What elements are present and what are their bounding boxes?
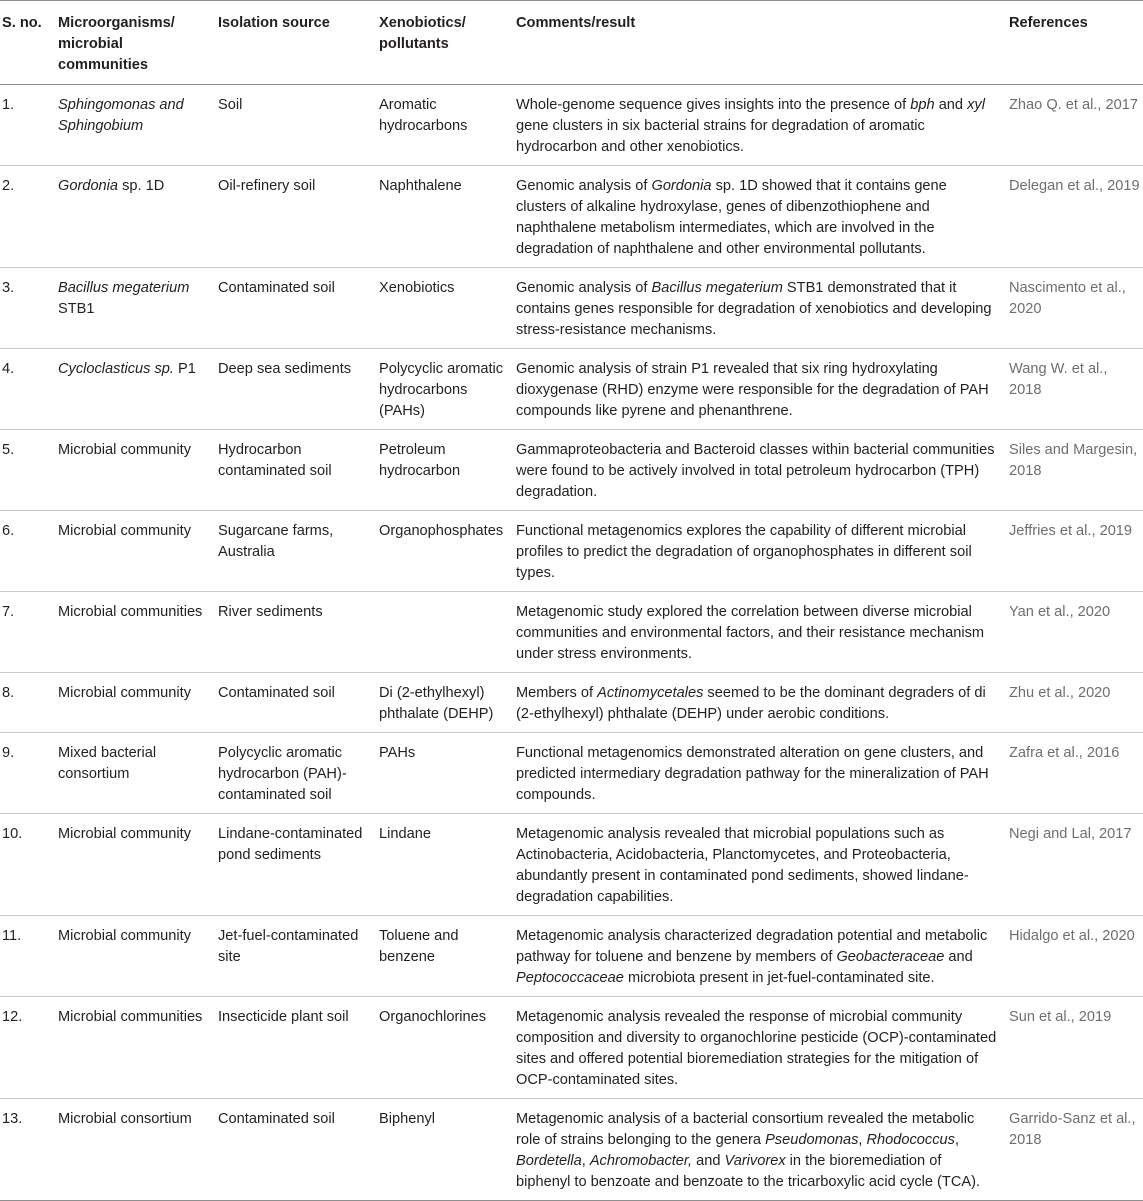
table-row [0, 268, 1143, 349]
table-body [0, 85, 1143, 1201]
italic-text: Varivorex [724, 1153, 786, 1169]
text-run: Microbial communities [58, 1009, 203, 1025]
cell-xenobiotics: Xenobiotics [373, 268, 510, 349]
cell-organism [52, 85, 212, 166]
table-row [0, 673, 1143, 733]
cell-comment [510, 673, 1003, 733]
cell-xenobiotics: Toluene and benzene [373, 916, 510, 997]
cell-reference[interactable]: Sun et al., 2019 [1003, 997, 1143, 1099]
text-run: Gammaproteobacteria and Bacteroid classes within bacterial communities were found to be actively involved in total petroleum hydrocarbon (TPH) degradation. [516, 442, 995, 500]
cell-source: Lindane-contaminated pond sediments [212, 814, 373, 916]
text-run: Metagenomic study explored the correlation between diverse microbial communities and environmental factors, and their resistance mechanism under stress environments. [516, 604, 985, 662]
text-run: gene clusters in six bacterial strains for degradation of aromatic hydrocarbon and other xenobiotics. [516, 118, 925, 155]
table-row [0, 814, 1143, 916]
cell-organism [52, 349, 212, 430]
text-run: Metagenomic analysis of a bacterial consortium revealed the metabolic role of strains belonging to the genera [516, 1111, 975, 1148]
italic-text: Sphingomonas and Sphingobium [58, 97, 184, 134]
text-run: Microbial community [58, 523, 191, 539]
cell-organism [52, 1099, 212, 1201]
text-run: Members of [516, 685, 598, 701]
cell-xenobiotics: Polycyclic aromatic hydrocarbons (PAHs) [373, 349, 510, 430]
header-xenobiotics: Xenobiotics/ pollutants [373, 1, 510, 85]
cell-reference[interactable]: Delegan et al., 2019 [1003, 166, 1143, 268]
text-run: Metagenomic analysis revealed that microbial populations such as Actinobacteria, Acidobacteria, Planctomycetes, and Proteobacteria, abundantly present in contaminated pond sediments, showed lindane-degradation capabilities. [516, 826, 969, 905]
text-run: , [581, 1153, 590, 1169]
table-row [0, 916, 1143, 997]
header-row [0, 1, 1143, 85]
table-row [0, 349, 1143, 430]
cell-organism [52, 511, 212, 592]
cell-xenobiotics: Petroleum hydrocarbon [373, 430, 510, 511]
header-organisms: Microorganisms/ microbial communities [52, 1, 212, 85]
cell-reference[interactable]: Nascimento et al., 2020 [1003, 268, 1143, 349]
italic-text: Bacillus megaterium [651, 280, 783, 296]
cell-comment [510, 511, 1003, 592]
text-run: Microbial community [58, 442, 191, 458]
text-run: , [954, 1132, 959, 1148]
cell-organism [52, 268, 212, 349]
text-run: sp. 1D [118, 178, 165, 194]
text-run: Mixed bacterial consortium [58, 745, 157, 782]
text-run: and [692, 1153, 725, 1169]
text-run: Whole-genome sequence gives insights into the presence of [516, 97, 911, 113]
text-run: Functional metagenomics demonstrated alteration on gene clusters, and predicted intermediary degradation pathway for the mineralization of PAH compounds. [516, 745, 989, 803]
cell-xenobiotics: Lindane [373, 814, 510, 916]
cell-source: Deep sea sediments [212, 349, 373, 430]
cell-comment [510, 166, 1003, 268]
table-row [0, 511, 1143, 592]
cell-reference[interactable]: Siles and Margesin, 2018 [1003, 430, 1143, 511]
table-header [0, 1, 1143, 85]
cell-reference[interactable]: Yan et al., 2020 [1003, 592, 1143, 673]
cell-comment [510, 814, 1003, 916]
cell-source: Jet-fuel-contaminated site [212, 916, 373, 997]
italic-text: Rhodococcus [866, 1132, 955, 1148]
table-row [0, 430, 1143, 511]
header-comments: Comments/result [510, 1, 1003, 85]
cell-xenobiotics [373, 592, 510, 673]
table-row [0, 592, 1143, 673]
cell-xenobiotics: PAHs [373, 733, 510, 814]
italic-text: Gordonia [58, 178, 119, 194]
cell-organism [52, 916, 212, 997]
cell-organism [52, 673, 212, 733]
cell-xenobiotics: Aromatic hydrocarbons [373, 85, 510, 166]
cell-comment [510, 916, 1003, 997]
text-run: microbiota present in jet-fuel-contaminated site. [623, 970, 935, 986]
cell-sno: 7. [0, 592, 52, 673]
cell-xenobiotics: Organochlorines [373, 997, 510, 1099]
italic-text: xyl [967, 97, 985, 113]
cell-source: Contaminated soil [212, 1099, 373, 1201]
cell-sno: 2. [0, 166, 52, 268]
cell-source: Contaminated soil [212, 268, 373, 349]
table-row [0, 85, 1143, 166]
cell-comment [510, 733, 1003, 814]
cell-xenobiotics: Naphthalene [373, 166, 510, 268]
cell-sno: 12. [0, 997, 52, 1099]
cell-comment [510, 85, 1003, 166]
cell-comment [510, 430, 1003, 511]
text-run: Microbial community [58, 826, 191, 842]
text-run: STB1 demonstrated that it contains genes responsible for degradation of xenobiotics and developing stress-resistance mechanisms. [516, 280, 992, 338]
header-sno: S. no. [0, 1, 52, 85]
cell-source: Oil-refinery soil [212, 166, 373, 268]
cell-reference[interactable]: Negi and Lal, 2017 [1003, 814, 1143, 916]
cell-organism [52, 814, 212, 916]
text-run: , [858, 1132, 867, 1148]
cell-sno: 13. [0, 1099, 52, 1201]
cell-sno: 8. [0, 673, 52, 733]
cell-organism [52, 733, 212, 814]
text-run: Metagenomic analysis revealed the response of microbial community composition and diversity to organochlorine pesticide (OCP)-contaminated sites and offered potential bioremediation strategies for the mitigation of OCP-contaminated sites. [516, 1009, 997, 1088]
table-row [0, 997, 1143, 1099]
cell-xenobiotics: Di (2-ethylhexyl) phthalate (DEHP) [373, 673, 510, 733]
text-run: P1 [173, 361, 196, 377]
text-run: Genomic analysis of [516, 280, 652, 296]
cell-comment [510, 592, 1003, 673]
italic-text: Geobacteraceae [836, 949, 945, 965]
italic-text: Cycloclasticus sp. [58, 361, 174, 377]
italic-text: Achromobacter, [589, 1153, 693, 1169]
cell-sno: 5. [0, 430, 52, 511]
cell-reference[interactable]: Zafra et al., 2016 [1003, 733, 1143, 814]
text-run: and [934, 97, 968, 113]
text-run: in the bioremediation of biphenyl to benzoate and benzoate to the tricarboxylic acid cycle (TCA). [516, 1153, 981, 1190]
cell-comment [510, 349, 1003, 430]
cell-organism [52, 430, 212, 511]
cell-comment [510, 268, 1003, 349]
cell-reference[interactable]: Wang W. et al., 2018 [1003, 349, 1143, 430]
table-row [0, 733, 1143, 814]
cell-organism [52, 592, 212, 673]
text-run: Functional metagenomics explores the capability of different microbial profiles to predict the degradation of organophosphates in different soil types. [516, 523, 972, 581]
cell-comment [510, 997, 1003, 1099]
cell-sno: 11. [0, 916, 52, 997]
text-run: sp. 1D showed that it contains gene clusters of alkaline hydroxylase, genes of dibenzothiophene and naphthalene metabolism intermediates, which are involved in the degradation of naphthalene and other environmental pollutants. [516, 178, 947, 257]
cell-reference[interactable]: Zhao Q. et al., 2017 [1003, 85, 1143, 166]
cell-source: River sediments [212, 592, 373, 673]
text-run: Metagenomic analysis characterized degradation potential and metabolic pathway for toluene and benzene by members of [516, 928, 988, 965]
cell-reference[interactable]: Zhu et al., 2020 [1003, 673, 1143, 733]
cell-sno: 3. [0, 268, 52, 349]
cell-reference[interactable]: Hidalgo et al., 2020 [1003, 916, 1143, 997]
text-run: Microbial community [58, 928, 191, 944]
cell-sno: 1. [0, 85, 52, 166]
italic-text: Bacillus megaterium [58, 280, 190, 296]
cell-source: Hydrocarbon contaminated soil [212, 430, 373, 511]
table-row [0, 166, 1143, 268]
cell-sno: 10. [0, 814, 52, 916]
italic-text: Actinomycetales [597, 685, 704, 701]
cell-sno: 6. [0, 511, 52, 592]
italic-text: Gordonia [651, 178, 712, 194]
cell-source: Soil [212, 85, 373, 166]
italic-text: bph [910, 97, 935, 113]
italic-text: Peptococcaceae [516, 970, 624, 986]
cell-organism [52, 166, 212, 268]
cell-sno: 9. [0, 733, 52, 814]
cell-source: Polycyclic aromatic hydrocarbon (PAH)-contaminated soil [212, 733, 373, 814]
cell-source: Sugarcane farms, Australia [212, 511, 373, 592]
cell-xenobiotics: Organophosphates [373, 511, 510, 592]
cell-source: Contaminated soil [212, 673, 373, 733]
cell-reference[interactable]: Jeffries et al., 2019 [1003, 511, 1143, 592]
cell-sno: 4. [0, 349, 52, 430]
italic-text: Pseudomonas [765, 1132, 859, 1148]
text-run: Genomic analysis of [516, 178, 652, 194]
text-run: Microbial communities [58, 604, 203, 620]
text-run: and [944, 949, 973, 965]
italic-text: Bordetella [516, 1153, 582, 1169]
text-run: Microbial consortium [58, 1111, 192, 1127]
cell-xenobiotics: Biphenyl [373, 1099, 510, 1201]
header-references: References [1003, 1, 1143, 85]
text-run: Microbial community [58, 685, 191, 701]
text-run: seemed to be the dominant degraders of di (2-ethylhexyl) phthalate (DEHP) under aerobic conditions. [516, 685, 986, 722]
text-run: Genomic analysis of strain P1 revealed that six ring hydroxylating dioxygenase (RHD) enzyme were responsible for the degradation of PAH compounds like pyrene and phenanthrene. [516, 361, 989, 419]
header-source: Isolation source [212, 1, 373, 85]
table-row [0, 1099, 1143, 1201]
cell-comment [510, 1099, 1003, 1201]
cell-source: Insecticide plant soil [212, 997, 373, 1099]
cell-organism [52, 997, 212, 1099]
text-run: STB1 [58, 301, 95, 317]
cell-reference[interactable]: Garrido-Sanz et al., 2018 [1003, 1099, 1143, 1201]
